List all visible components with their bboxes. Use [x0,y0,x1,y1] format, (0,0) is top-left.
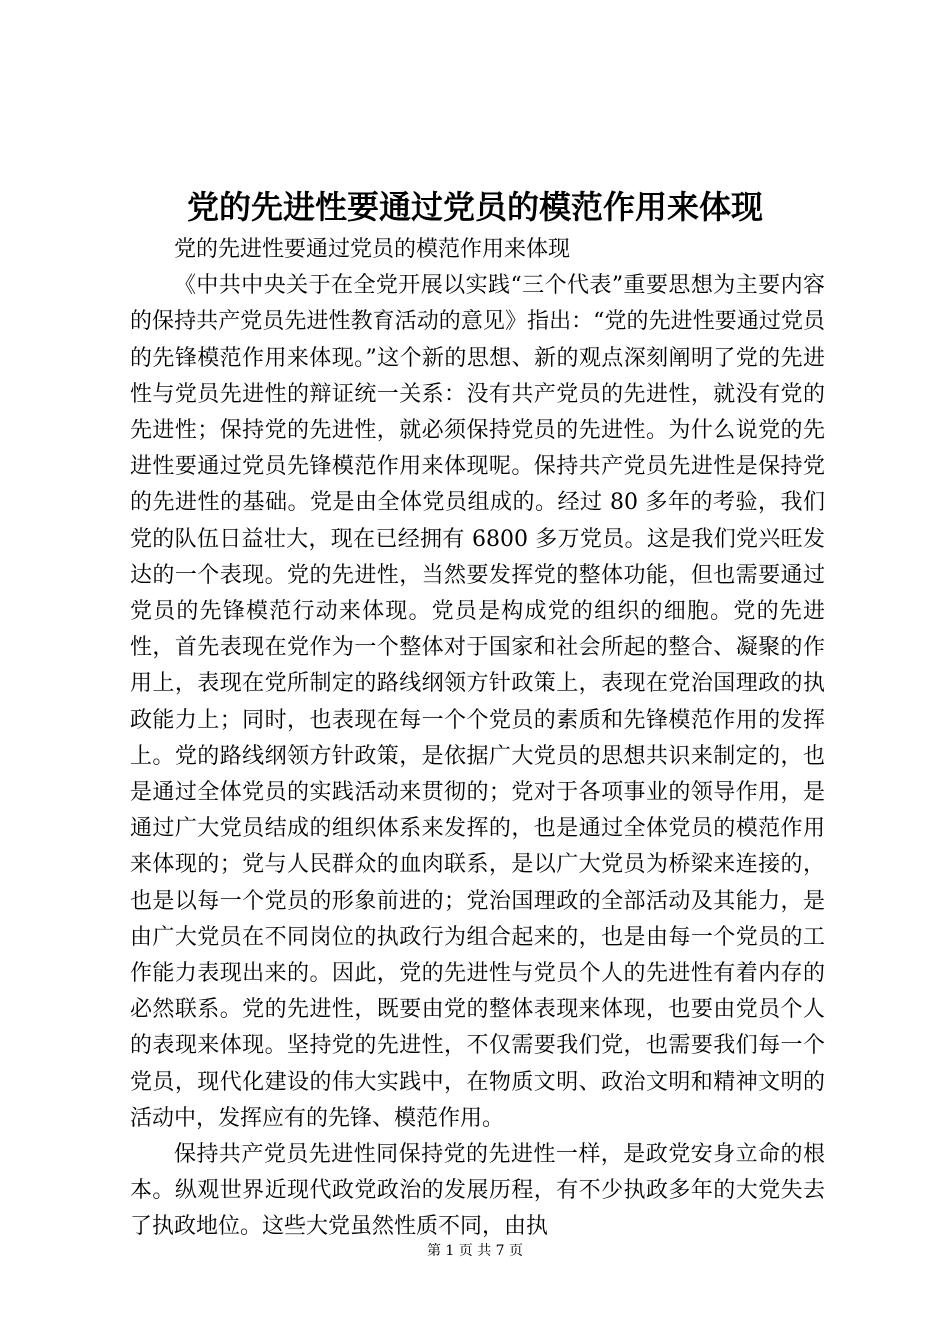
page-footer: 第 1 页 共 7 页 [426,1243,524,1259]
document-body [130,232,825,1246]
document-title: 党的先进性要通过党员的模范作用来体现 [186,188,763,226]
paragraph-subtitle: 党的先进性要通过党员的模范作用来体现 [174,237,571,262]
paragraph-main: 《中共中央关于在全党开展以实践“三个代表”重要思想为主要内容的保持共产党员先进性教育活动的意见》指出：“党的先进性要通过党员的先锋模范作用来体现。”这个新的思想、新的观点深刻阐明了党的先进性与党员先进性的辩证统一关系：没有共产党员的先进性，就没有党的先进性；保持党的先进性，就必须保持党员的先进性。为什么说党的先进性要通过党员先锋模范作用来体现呢。保持共产党员先进性是保持党的先进性的基础。党是由全体党员组成的。经过 80 多年的考验，我们党的队伍日益壮大，现在已经拥有 6800 多万党员。这是我们党兴旺发达的一个表现。党的先进性，当然要发挥党的整体功能，但也需要通过党员的先锋模范行动来体现。党员是构成党的组织的细胞。党的先进性，首先表现在党作为一个整体对于国家和社会所起的整合、凝聚的作用上，表现在党所制定的路线纲领方针政策上，表现在党治国理政的执政能力上；同时，也表现在每一个个党员的素质和先锋模范作用的发挥上。党的路线纲领方针政策，是依据广大党员的思想共识来制定的，也是通过全体党员的实践活动来贯彻的；党对于各项事业的领导作用，是通过广大党员结成的组织体系来发挥的，也是通过全体党员的模范作用来体现的；党与人民群众的血肉联系，是以广大党员为桥梁来连接的，也是以每一个党员的形象前进的；党治国理政的全部活动及其能力，是由广大党员在不同岗位的执政行为组合起来的，也是由每一个党员的工作能力表现出来的。因此，党的先进性与党员个人的先进性有着内存的必然联系。党的先进性，既要由党的整体表现来体现，也要由党员个人的表现来体现。坚持党的先进性，不仅需要我们党，也需要我们每一个党员，现代化建设的伟大实践中，在物质文明、政治文明和精神文明的活动中，发挥应有的先锋、模范作用。 [130,273,825,1131]
paragraph-continued: 保持共产党员先进性同保持党的先进性一样，是政党安身立命的根本。纵观世界近现代政党政治的发展历程，有不少执政多年的大党失去了执政地位。这些大党虽然性质不同，由执 [130,1142,825,1240]
